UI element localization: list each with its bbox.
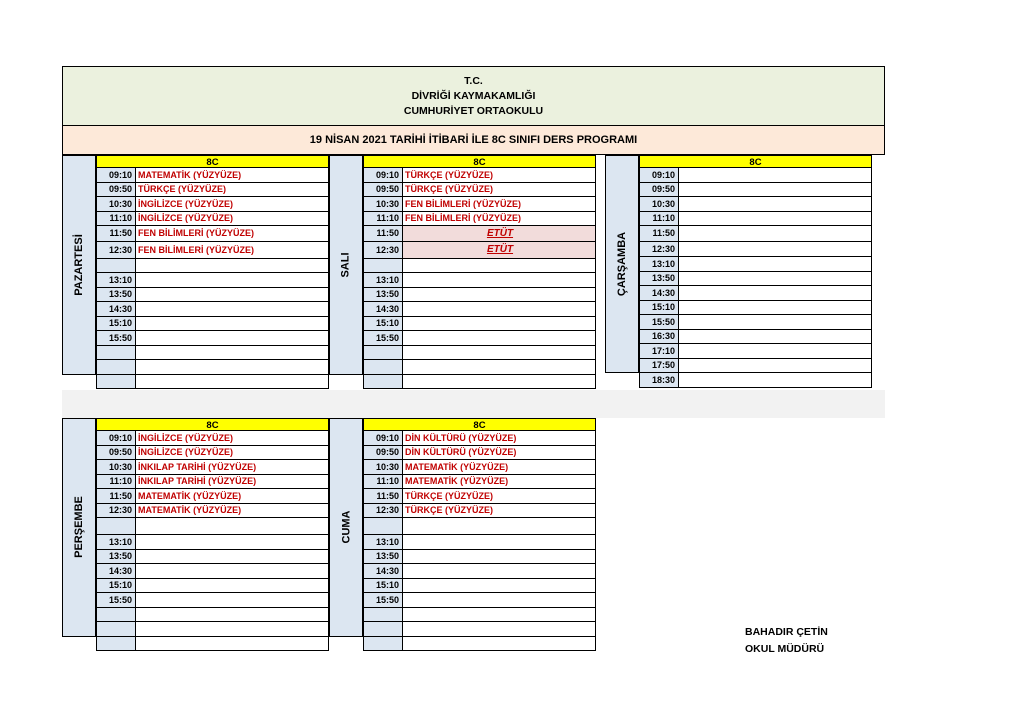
time-cell [363,622,403,637]
time-cell [96,375,136,390]
table-row [96,460,329,475]
lesson-cell [136,331,329,346]
table-row [363,197,596,212]
table-row [363,579,596,594]
time-cell: 11:10 [96,212,136,227]
time-cell: 13:10 [96,535,136,550]
day-label-3 [62,418,96,637]
lesson-cell: FEN BİLİMLERİ (YÜZYÜZE) [136,226,329,242]
lesson-cell [679,286,872,301]
time-cell [363,259,403,274]
time-cell: 16:30 [639,330,679,345]
day-name: ÇARŞAMBA [616,231,629,297]
lesson-cell [679,183,872,198]
lesson-cell [679,212,872,227]
lesson-cell: TÜRKÇE (YÜZYÜZE) [403,168,596,183]
lesson-cell [679,242,872,258]
lesson-cell: FEN BİLİMLERİ (YÜZYÜZE) [403,212,596,227]
table-row [96,288,329,303]
day-label-0 [62,155,96,375]
table-row [96,446,329,461]
time-cell: 14:30 [363,302,403,317]
header-line-2: DİVRİĞİ KAYMAKAMLIĞI [411,89,536,102]
lesson-cell: MATEMATİK (YÜZYÜZE) [403,460,596,475]
time-cell: 12:30 [363,242,403,259]
table-row [96,331,329,346]
time-cell: 15:50 [363,331,403,346]
lesson-cell [136,564,329,579]
table-row [96,431,329,446]
day-name: PERŞEMBE [73,496,85,559]
lesson-cell [136,375,329,390]
table-row [96,212,329,227]
table-row [363,288,596,303]
lesson-cell [403,273,596,288]
time-cell: 17:50 [639,359,679,374]
lesson-cell [136,273,329,288]
table-row [96,535,329,550]
lesson-cell [136,360,329,375]
table-row [639,226,872,242]
time-cell: 11:50 [96,226,136,242]
time-cell: 09:50 [363,446,403,461]
table-row [363,212,596,227]
lesson-cell: DİN KÜLTÜRÜ (YÜZYÜZE) [403,446,596,461]
lesson-cell [679,197,872,212]
table-row [96,183,329,198]
lesson-cell: MATEMATİK (YÜZYÜZE) [136,489,329,504]
time-cell [363,637,403,652]
time-cell: 10:30 [96,197,136,212]
time-cell: 09:10 [96,168,136,183]
table-row [96,475,329,490]
lesson-cell [136,593,329,608]
table-row [96,564,329,579]
lesson-cell [136,259,329,274]
table-row [363,183,596,198]
lesson-cell [403,360,596,375]
time-cell [96,608,136,623]
table-row [363,226,596,242]
table-row [96,226,329,242]
table-row [363,331,596,346]
lesson-cell [136,637,329,652]
lesson-cell [403,346,596,361]
table-row [363,168,596,183]
lesson-cell [679,315,872,330]
table-row [96,346,329,361]
lesson-cell [679,226,872,242]
lesson-cell: İNKILAP TARİHİ (YÜZYÜZE) [136,475,329,490]
time-cell: 15:10 [363,317,403,332]
time-cell: 11:50 [363,489,403,504]
table-row [96,242,329,259]
lesson-cell [679,373,872,388]
lesson-cell [136,288,329,303]
lesson-cell [136,317,329,332]
lesson-cell [403,518,596,535]
table-row [96,273,329,288]
time-cell [363,375,403,390]
time-cell: 13:10 [639,257,679,272]
time-cell: 15:10 [363,579,403,594]
lesson-cell [136,535,329,550]
table-row [639,286,872,301]
day-label-4 [329,418,363,637]
table-row [363,608,596,623]
time-cell: 15:50 [363,593,403,608]
time-cell: 11:10 [96,475,136,490]
lesson-cell [679,168,872,183]
lesson-cell: MATEMATİK (YÜZYÜZE) [136,504,329,519]
table-row [639,359,872,374]
table-row [363,550,596,565]
day-name: PAZARTESİ [73,233,85,296]
lesson-cell [679,257,872,272]
table-row [363,273,596,288]
table-row [96,504,329,519]
lesson-cell: İNKILAP TARİHİ (YÜZYÜZE) [136,460,329,475]
time-cell: 14:30 [363,564,403,579]
lesson-cell: MATEMATİK (YÜZYÜZE) [403,475,596,490]
lesson-cell [679,272,872,287]
table-row [363,446,596,461]
time-cell [363,518,403,535]
lesson-cell: İNGİLİZCE (YÜZYÜZE) [136,446,329,461]
table-row [639,272,872,287]
time-cell: 15:10 [639,301,679,316]
time-cell: 13:10 [96,273,136,288]
lesson-cell [136,518,329,535]
time-cell [96,259,136,274]
table-row [639,344,872,359]
time-cell: 09:50 [363,183,403,198]
table-row [363,302,596,317]
lesson-cell [679,301,872,316]
lesson-cell: TÜRKÇE (YÜZYÜZE) [136,183,329,198]
table-row [96,302,329,317]
section-gap [62,390,885,418]
table-row [363,489,596,504]
time-cell: 14:30 [96,564,136,579]
time-cell: 09:50 [96,183,136,198]
time-cell [96,360,136,375]
time-cell: 13:50 [363,550,403,565]
table-row [96,608,329,623]
table-row [639,257,872,272]
time-cell: 09:10 [639,168,679,183]
table-row [96,317,329,332]
lesson-cell [403,579,596,594]
time-cell: 11:10 [363,475,403,490]
time-cell: 11:50 [96,489,136,504]
time-cell: 11:50 [363,226,403,242]
lesson-cell: TÜRKÇE (YÜZYÜZE) [403,183,596,198]
time-cell [363,346,403,361]
table-row [639,242,872,258]
lesson-cell: İNGİLİZCE (YÜZYÜZE) [136,197,329,212]
table-row [363,475,596,490]
table-row [96,375,329,390]
signature-block [745,624,828,658]
lesson-cell: ETÜT [403,242,596,259]
time-cell: 13:50 [96,550,136,565]
table-row [96,593,329,608]
principal-title: OKUL MÜDÜRÜ [745,643,825,655]
table-row [363,593,596,608]
time-cell [96,622,136,637]
table-row [363,504,596,519]
time-cell: 13:50 [639,272,679,287]
time-cell: 12:30 [363,504,403,519]
table-row [639,197,872,212]
lesson-cell [679,330,872,345]
lesson-cell [403,608,596,623]
table-row [639,212,872,227]
time-cell: 10:30 [363,460,403,475]
lesson-cell [403,288,596,303]
class-header: 8C [96,155,329,168]
table-row [363,375,596,390]
time-cell: 09:10 [363,431,403,446]
class-header: 8C [363,155,596,168]
table-row [96,489,329,504]
table-row [363,535,596,550]
time-cell: 13:10 [363,535,403,550]
time-cell: 10:30 [96,460,136,475]
time-cell: 12:30 [96,504,136,519]
table-row [639,183,872,198]
lesson-cell [679,344,872,359]
table-row [363,317,596,332]
time-cell: 11:50 [639,226,679,242]
day-name: CUMA [340,510,352,544]
lesson-cell: ETÜT [403,226,596,242]
lesson-cell: İNGİLİZCE (YÜZYÜZE) [136,212,329,227]
schedule-title: 19 NİSAN 2021 TARİHİ İTİBARİ İLE 8C SINIFI DERS PROGRAMI [62,125,885,155]
lesson-cell [403,564,596,579]
time-cell: 17:10 [639,344,679,359]
class-header: 8C [363,418,596,431]
lesson-cell [403,622,596,637]
time-cell [96,637,136,652]
table-row [363,431,596,446]
time-cell: 13:50 [96,288,136,303]
time-cell: 14:30 [639,286,679,301]
lesson-cell [403,637,596,652]
lesson-cell [403,593,596,608]
time-cell [363,608,403,623]
lesson-cell [403,302,596,317]
day-label-1 [329,155,363,375]
time-cell: 09:50 [96,446,136,461]
day-name: SALI [340,252,352,278]
lesson-cell: TÜRKÇE (YÜZYÜZE) [403,504,596,519]
lesson-cell [136,346,329,361]
lesson-cell [403,317,596,332]
table-row [639,330,872,345]
table-row [639,315,872,330]
time-cell: 15:50 [96,331,136,346]
table-row [96,622,329,637]
table-row [363,259,596,274]
table-row [639,373,872,388]
time-cell: 11:10 [639,212,679,227]
lesson-cell [403,550,596,565]
lesson-cell [136,579,329,594]
table-row [96,637,329,652]
table-row [639,168,872,183]
lesson-cell [403,331,596,346]
lesson-cell [136,622,329,637]
time-cell: 15:10 [96,317,136,332]
table-row [96,259,329,274]
lesson-cell [403,535,596,550]
school-header [62,66,885,126]
lesson-cell: FEN BİLİMLERİ (YÜZYÜZE) [136,242,329,259]
time-cell: 09:10 [96,431,136,446]
lesson-cell [403,259,596,274]
lesson-cell: MATEMATİK (YÜZYÜZE) [136,168,329,183]
class-header: 8C [96,418,329,431]
time-cell: 13:50 [363,288,403,303]
table-row [96,550,329,565]
time-cell: 15:50 [96,593,136,608]
table-row [363,518,596,535]
time-cell: 13:10 [363,273,403,288]
time-cell: 14:30 [96,302,136,317]
table-row [363,564,596,579]
table-row [363,460,596,475]
table-row [96,197,329,212]
class-header: 8C [639,155,872,168]
table-row [363,360,596,375]
time-cell: 15:10 [96,579,136,594]
table-row [96,579,329,594]
lesson-cell [403,375,596,390]
lesson-cell [136,550,329,565]
lesson-cell: İNGİLİZCE (YÜZYÜZE) [136,431,329,446]
time-cell [96,346,136,361]
principal-name: BAHADIR ÇETİN [745,626,828,638]
header-line-1: T.C. [464,74,483,87]
table-row [639,301,872,316]
lesson-cell [136,302,329,317]
day-label-2 [605,155,639,373]
time-cell: 18:30 [639,373,679,388]
time-cell: 15:50 [639,315,679,330]
time-cell: 10:30 [363,197,403,212]
time-cell: 11:10 [363,212,403,227]
lesson-cell: TÜRKÇE (YÜZYÜZE) [403,489,596,504]
header-line-3: CUMHURİYET ORTAOKULU [403,104,544,117]
time-cell: 09:50 [639,183,679,198]
table-row [363,622,596,637]
time-cell [96,518,136,535]
table-row [363,637,596,652]
table-row [96,360,329,375]
lesson-cell [679,359,872,374]
time-cell: 09:10 [363,168,403,183]
time-cell: 10:30 [639,197,679,212]
lesson-cell: DİN KÜLTÜRÜ (YÜZYÜZE) [403,431,596,446]
table-row [363,346,596,361]
time-cell [363,360,403,375]
lesson-cell [136,608,329,623]
table-row [96,518,329,535]
time-cell: 12:30 [639,242,679,258]
lesson-cell: FEN BİLİMLERİ (YÜZYÜZE) [403,197,596,212]
table-row [96,168,329,183]
table-row [363,242,596,259]
time-cell: 12:30 [96,242,136,259]
